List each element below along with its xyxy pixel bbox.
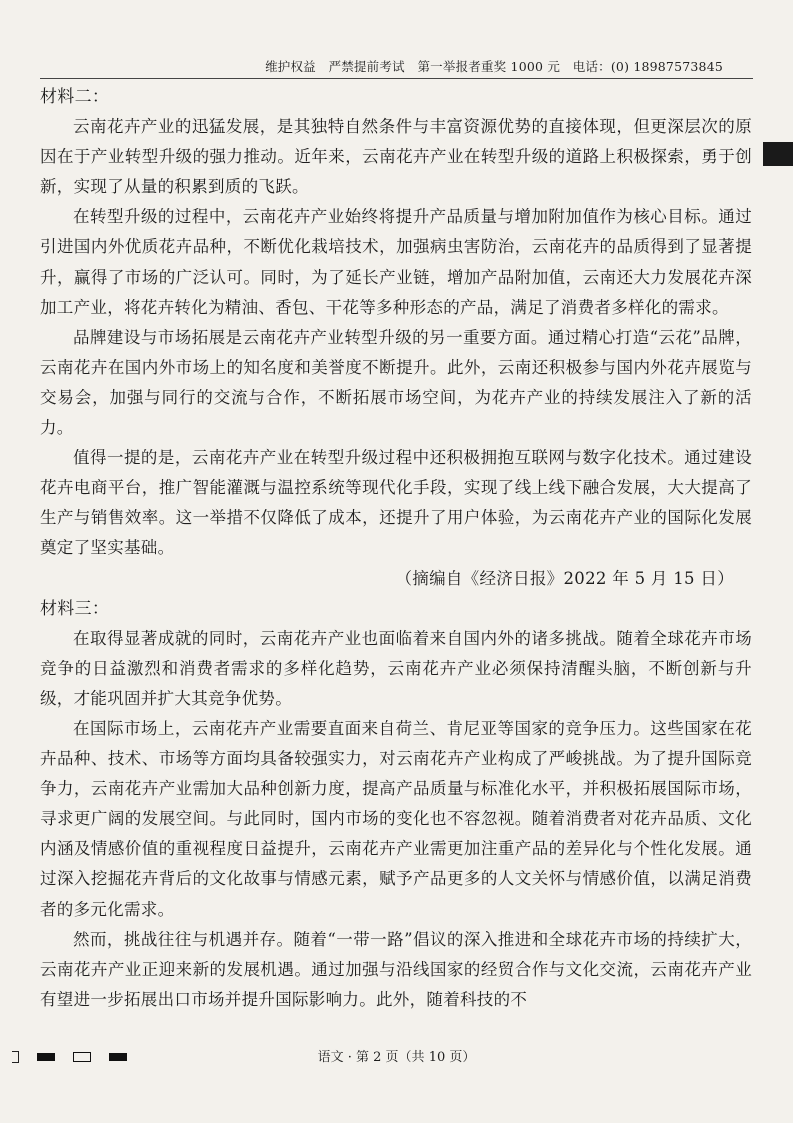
material-3-paragraph: 在国际市场上，云南花卉产业需要直面来自荷兰、肯尼亚等国家的竞争压力。这些国家在花卉品种、技术、市场等方面均具备较强实力，对云南花卉产业构成了严峻挑战。为了提升国际竞争力，云南花卉产业需加大品种创新力度，提高产品质量与标准化水平，并积极拓展国际市场，寻求更广阔的发展空间。与此同时，国内市场的变化也不容忽视。随着消费者对花卉品质、文化内涵及情感价值的重视程度日益提升，云南花卉产业需更加注重产品的差异化与个性化发展。通过深入挖掘花卉背后的文化故事与情感元素，赋予产品更多的人文关怀与情感价值，以满足消费者的多元化需求。 [40,718,752,919]
page-body [40,82,752,1015]
material-3-heading: 材料三： [40,598,110,619]
page-number-footer: 语文 · 第 2 页（共 10 页） [317,1050,476,1065]
material-2-source: （摘编自《经济日报》2022 年 5 月 15 日） [395,568,734,588]
material-3-paragraph: 然而，挑战往往与机遇并存。随着“一带一路”倡议的深入推进和全球花卉市场的持续扩大，云南花卉产业正迎来新的发展机遇。通过加强与沿线国家的经贸合作与文化交流，云南花卉产业有望进一步拓展出口市场并提升国际影响力。此外，随着科技的不 [40,929,752,1009]
edge-registration-mark [763,142,793,166]
header-rule [40,78,753,79]
material-2-paragraph: 在转型升级的过程中，云南花卉产业始终将提升产品质量与增加附加值作为核心目标。通过引进国内外优质花卉品种，不断优化栽培技术，加强病虫害防治，云南花卉的品质得到了显著提升，赢得了市场的广泛认可。同时，为了延长产业链，增加产品附加值，云南还大力发展花卉深加工产业，将花卉转化为精油、香包、干花等多种形态的产品，满足了消费者多样化的需求。 [40,207,752,317]
material-3-paragraph: 在取得显著成就的同时，云南花卉产业也面临着来自国内外的诸多挑战。随着全球花卉市场竞争的日益激烈和消费者需求的多样化趋势，云南花卉产业必须保持清醒头脑，不断创新与升级，才能巩固并扩大其竞争优势。 [40,628,752,708]
material-2-paragraph: 云南花卉产业的迅猛发展，是其独特自然条件与丰富资源优势的直接体现，但更深层次的原因在于产业转型升级的强力推动。近年来，云南花卉产业在转型升级的道路上积极探索，勇于创新，实现了从量的积累到质的飞跃。 [40,117,752,197]
material-2-paragraph: 品牌建设与市场拓展是云南花卉产业转型升级的另一重要方面。通过精心打造“云花”品牌，云南花卉在国内外市场上的知名度和美誉度不断提升。此外，云南还积极参与国内外花卉展览与交易会，加强与同行的交流与合作，不断拓展市场空间，为花卉产业的持续发展注入了新的活力。 [40,327,752,438]
material-2-paragraph: 值得一提的是，云南花卉产业在转型升级过程中还积极拥抱互联网与数字化技术。通过建设花卉电商平台，推广智能灌溉与温控系统等现代化手段，实现了线上线下融合发展，大大提高了生产与销售效率。这一举措不仅降低了成本，还提升了用户体验，为云南花卉产业的国际化发展奠定了坚实基础。 [40,448,752,558]
page-header: 维护权益 严禁提前考试 第一举报者重奖 1000 元 电话：(0) 18987573845 [265,59,723,74]
material-2-heading: 材料二： [40,87,110,107]
